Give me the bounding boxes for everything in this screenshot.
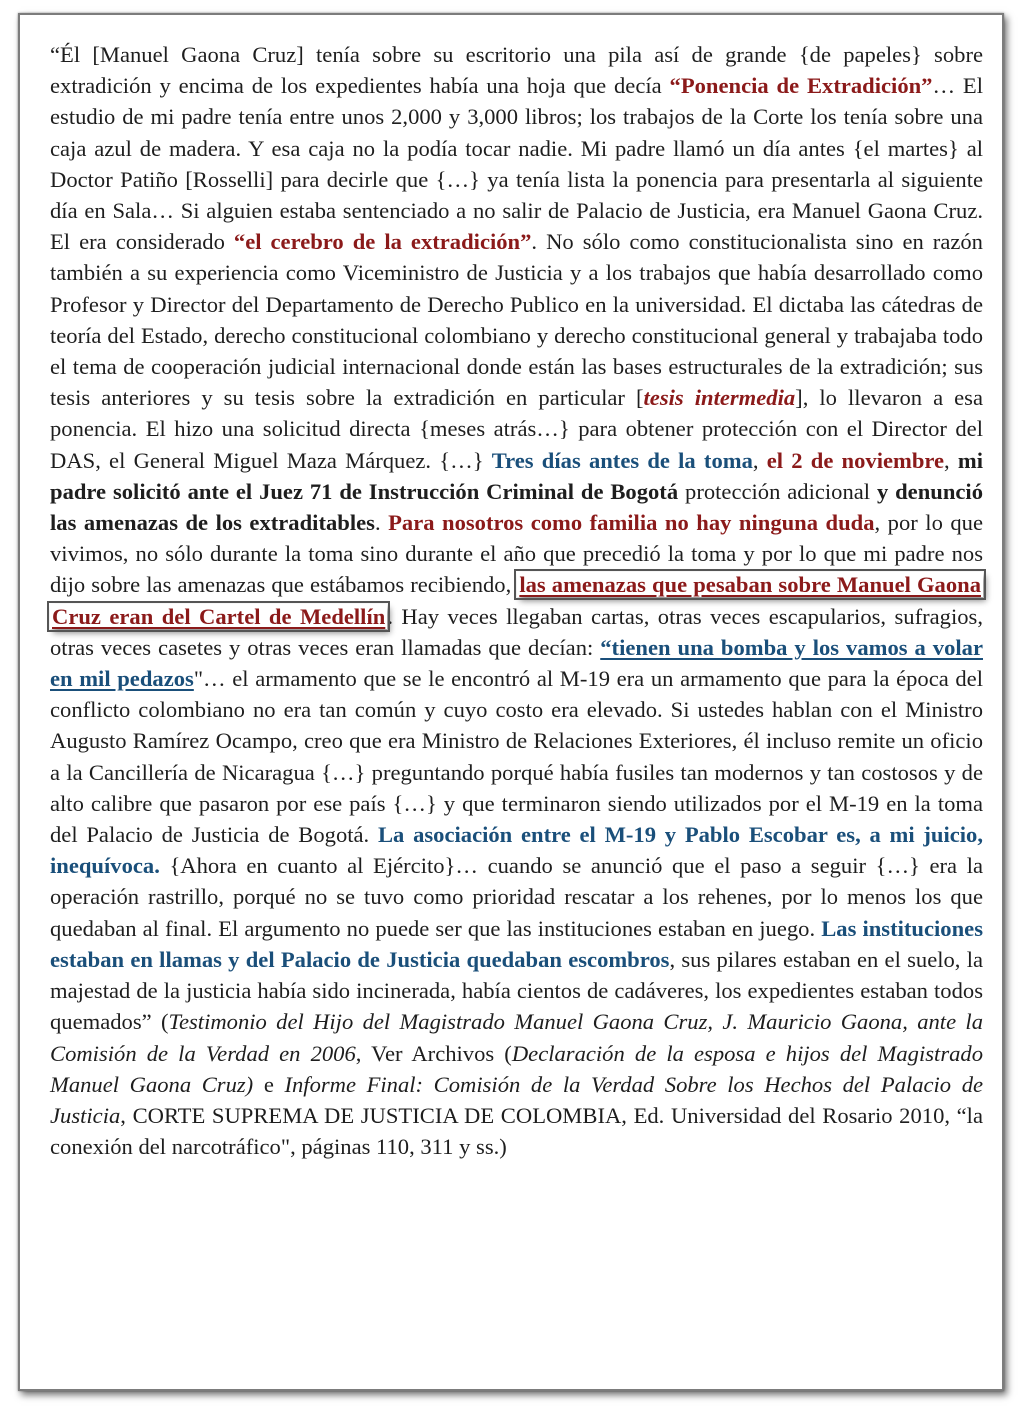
- highlight-cerebro: “el cerebro de la extradición”: [233, 229, 532, 255]
- bold-denuncio: y denunció las amenazas de los extraditables: [50, 478, 984, 536]
- highlight-ponencia: “Ponencia de Extradición”: [669, 73, 933, 99]
- text-run: … El estudio de mi padre tenía entre unos 2,000 y 3,000 libros; los trabajos de la Corte los tenía sobre una caja azul de madera. Y esa caja no la podía tocar nadie. Mi padre llamó un día antes {el martes} al Doctor Patiño [Rosselli] para decirle que {…} ya tenía lista la ponencia para presentarla al siguiente día en Sala… Si alguien estaba sentenciado a no salir de Palacio de Justicia, era Manuel Gaona Cruz. El era considerado: [50, 73, 984, 255]
- text-run: , sus pilares estaban en el suelo, la majestad de la justicia había sido incinerada, había cientos de cadáveres, los expedientes estaban todos quemados” (: [50, 946, 983, 1035]
- highlight-familia: Para nosotros como familia no hay ninguna duda: [388, 510, 875, 536]
- text-run: {Ahora en cuanto al Ejército}… cuando se anunció que el paso a seguir {…} era la operación rastrillo, porqué no se tuvo como prioridad rescatar a los rehenes, por lo menos los que quedaban al final. El argumento no puede ser que las instituciones estaban en juego.: [50, 853, 983, 941]
- text-run: protección adicional: [678, 478, 877, 504]
- text-run: “Él [Manuel Gaona Cruz] tenía sobre su escritorio una pila así de grande {de papeles} sobre extradición y encima de los expedientes había una hoja que decía: [50, 42, 983, 99]
- citation-informe: Informe Final: Comisión de la Verdad Sobre los Hechos del Palacio de Justicia: [50, 1071, 984, 1128]
- text-run: e: [253, 1071, 285, 1097]
- highlight-bomba-quote: “tienen una bomba y los vamos a volar en mil pedazos: [50, 634, 983, 692]
- highlight-tesis-intermedia: tesis intermedia: [643, 385, 796, 411]
- highlight-asociacion: La asociación entre el M-19 y Pablo Escobar es, a mi juicio, inequívoca.: [50, 822, 983, 879]
- citation-testimonio: Testimonio del Hijo del Magistrado Manuel Gaona Cruz, J. Mauricio Gaona, ante la Comisión de la Verdad en 2006: [50, 1009, 983, 1066]
- highlight-instituciones: Las instituciones estaban en llamas y del Palacio de Justicia quedaban escombros: [50, 915, 983, 972]
- boxed-cartel-medellin: las amenazas que pesaban sobre Manuel Gaona Cruz eran del Cartel de Medellín: [52, 572, 981, 629]
- highlight-tres-dias: Tres días antes de la toma: [491, 447, 753, 473]
- text-run: ,: [752, 447, 767, 473]
- text-run: . Hay veces llegaban cartas, otras veces escapularios, sufragios, otras veces casetes y otras veces eran llamadas que decían:: [50, 603, 983, 660]
- bold-juez-71: mi padre solicitó ante el Juez 71 de Instrucción Criminal de Bogotá: [50, 447, 984, 504]
- citation-declaracion: Declaración de la esposa e hijos del Magistrado Manuel Gaona Cruz): [50, 1040, 983, 1097]
- text-run: "… el armamento que se le encontró al M-19 era un armamento que para la época del conflicto colombiano no era tan común y cuyo costo era elevado. Si ustedes hablan con el Ministro Augusto Ramírez Ocampo, creo que era Ministro de Relaciones Exteriores, él incluso remite un oficio a la Cancillería de Nicaragua {…} preguntando porqué había fusiles tan modernos y tan costosos y de alto calibre que pasaron por ese país {…} y que terminaron siendo utilizados por el M-19 en la toma del Palacio de Justicia de Bogotá.: [50, 666, 983, 848]
- text-run: , por lo que vivimos, no sólo durante la toma sino durante el año que precedió la toma y por lo que mi padre nos dijo sobre las amenazas que estábamos recibiendo,: [50, 510, 983, 598]
- text-run: ,: [944, 447, 958, 473]
- text-run: . No sólo como constitucionalista sino en razón también a su experiencia como Viceministro de Justicia y a los trabajos que había desarrollado como Profesor y Director del Departamento de Derecho Publico en la universidad. El dictaba las cátedras de teoría del Estado, derecho constitucional colombiano y derecho constitucional general y trabajaba todo el tema de cooperación judicial internacional donde están las bases estructurales de la extradición; sus tesis anteriores y su tesis sobre la extradición en particular [: [50, 229, 983, 411]
- document-frame: [18, 13, 1004, 1391]
- testimony-paragraph: [50, 39, 983, 1162]
- text-run: ], lo llevaron a esa ponencia. El hizo una solicitud directa {meses atrás…} para obtener protección con el Director del DAS, el General Miguel Maza Márquez. {…}: [50, 385, 984, 473]
- text-run: .: [374, 510, 389, 536]
- highlight-2-noviembre: el 2 de noviembre: [766, 447, 945, 473]
- text-run: , CORTE SUPREMA DE JUSTICIA DE COLOMBIA, Ed. Universidad del Rosario 2010, “la conexión del narcotráfico", páginas 110, 311 y ss.): [50, 1102, 983, 1160]
- text-run: , Ver Archivos (: [355, 1040, 512, 1066]
